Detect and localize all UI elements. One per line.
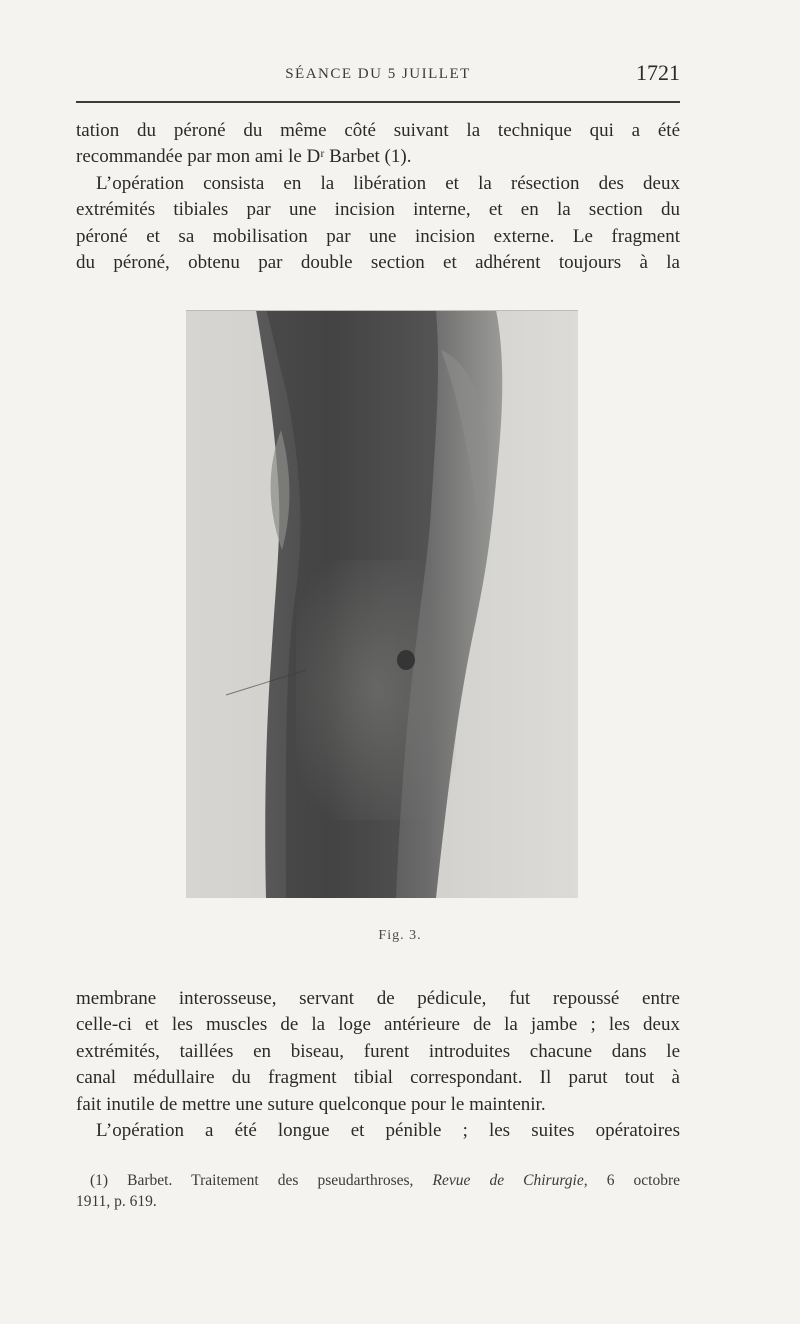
text-line: membrane interosseuse, servant de pédicule, fut repoussé entre (76, 988, 680, 1009)
text-line: canal médullaire du fragment tibial correspondant. Il parut tout à (76, 1067, 680, 1089)
footnote (76, 1170, 680, 1212)
footnote-title: Traitement des pseudarthroses, (191, 1172, 414, 1189)
text-line: celle-ci et les muscles de la loge antérieure de la jambe ; les deux (76, 1014, 680, 1036)
paragraph-bottom (76, 986, 680, 1144)
page-number: 1721 (636, 60, 680, 85)
header-rule (76, 101, 680, 103)
footnote-author: Barbet. (127, 1172, 173, 1189)
footnote-marker: (1) (90, 1172, 109, 1189)
xray-image (186, 310, 578, 898)
text-line: péroné et sa mobilisation par une incision externe. Le fragment (76, 225, 680, 247)
running-title: SÉANCE DU 5 JUILLET (285, 66, 471, 82)
figure-caption: Fig. 3. (378, 928, 422, 943)
running-header (76, 60, 680, 90)
footnote-line (76, 1170, 680, 1191)
text-line: L’opération a été longue et pénible ; les suites opératoires (96, 1120, 680, 1142)
text-line: extrémités, taillées en biseau, furent introduites chacune dans le (76, 1040, 680, 1062)
text-line: extrémités tibiales par une incision interne, et en la section du (76, 199, 680, 221)
footnote-journal: Revue de Chirurgie, (432, 1172, 588, 1189)
text-line: recommandée par mon ami le Dʳ Barbet (1). (76, 146, 412, 168)
text-line: tation du péroné du même côté suivant la technique qui a été (76, 120, 680, 141)
text-line: fait inutile de mettre une suture quelconque pour le maintenir. (76, 1093, 546, 1115)
text-line: du péroné, obtenu par double section et adhérent toujours à la (76, 252, 680, 274)
footnote-date: 6 octobre (606, 1172, 680, 1189)
paragraph-top (76, 118, 680, 276)
text-line: L’opération consista en la libération et la résection des deux (96, 172, 680, 194)
xray-figure (186, 310, 578, 898)
footnote-line-2: 1911, p. 619. (76, 1193, 157, 1210)
